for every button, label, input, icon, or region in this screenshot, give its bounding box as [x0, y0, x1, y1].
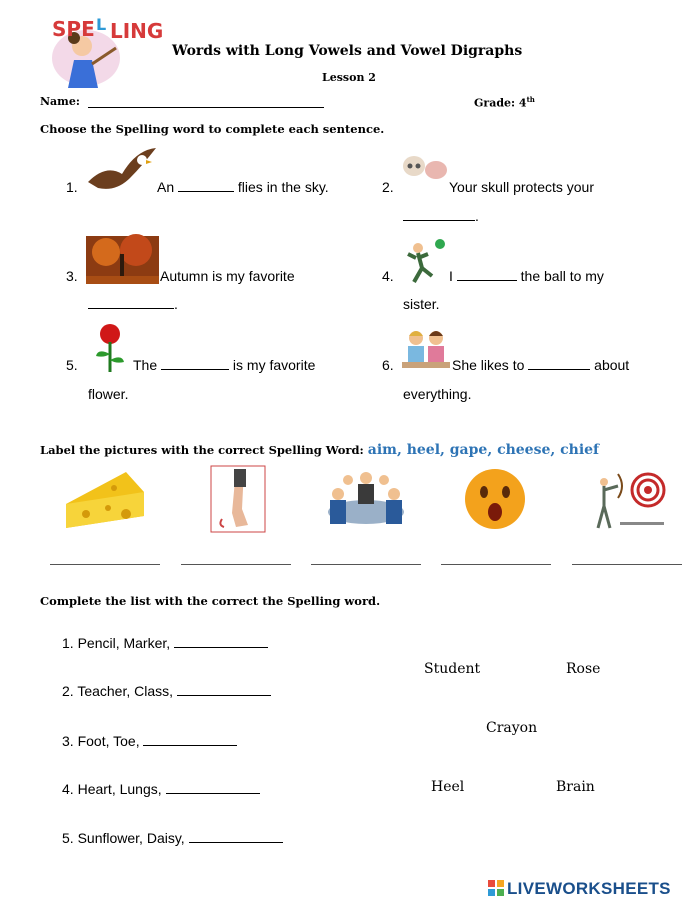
heel-icon [210, 465, 266, 533]
list-item: 5. Sunflower, Daisy, [62, 830, 283, 846]
word-option[interactable]: Crayon [486, 720, 538, 736]
archery-target-icon [590, 466, 666, 532]
answer-blank[interactable] [189, 830, 283, 843]
sentence-text: The [133, 357, 158, 373]
answer-blank[interactable] [166, 781, 260, 794]
name-label: Name: [40, 95, 80, 108]
answer-blank[interactable] [528, 357, 590, 370]
rose-icon [92, 322, 128, 372]
word-bank: aim, heel, gape, cheese, chief [367, 442, 600, 458]
autumn-tree-icon [86, 236, 159, 284]
word-option[interactable]: Heel [431, 779, 465, 795]
sentence-text: She likes to [452, 357, 525, 373]
item-number: 3. [66, 268, 78, 284]
sentence-text: flies in the sky. [237, 179, 329, 195]
list-item: 4. Heart, Lungs, [62, 781, 260, 797]
name-field[interactable] [88, 107, 324, 108]
answer-blank[interactable] [174, 635, 268, 648]
label-answer-line[interactable] [441, 564, 551, 565]
item-number: 5. [66, 357, 78, 373]
sentence-text: An [157, 179, 175, 195]
sentence-text: flower. [88, 386, 129, 402]
spelling-logo [44, 8, 164, 88]
list-item: 3. Foot, Toe, [62, 733, 237, 749]
answer-blank[interactable] [143, 733, 237, 746]
answer-blank[interactable] [177, 683, 271, 696]
eagle-icon [86, 146, 158, 196]
sentence-text: everything. [403, 386, 472, 402]
cheese-icon [64, 466, 146, 532]
svg-text:SPE: SPE [52, 17, 95, 41]
word-option[interactable]: Student [424, 661, 481, 677]
svg-text:L: L [96, 15, 107, 34]
sentence-end: . [174, 296, 178, 312]
answer-blank[interactable] [403, 208, 475, 221]
sentence-text: sister. [403, 296, 440, 312]
sentence-text: Your skull protects your [449, 179, 594, 195]
lesson-label: Lesson 2 [322, 71, 376, 84]
grade-label: Grade: 4th [474, 95, 535, 110]
word-option[interactable]: Rose [566, 661, 601, 677]
label-answer-line[interactable] [50, 564, 160, 565]
sentence-text: is my favorite [232, 357, 316, 373]
worksheet-title: Words with Long Vowels and Vowel Digraphs [172, 43, 523, 59]
answer-blank[interactable] [161, 357, 229, 370]
answer-blank[interactable] [88, 296, 174, 309]
gape-face-icon [464, 468, 526, 530]
sentence-text: about [594, 357, 630, 373]
liveworksheets-brand[interactable]: LIVEWORKSHEETS [507, 879, 671, 898]
section1-instruction: Choose the Spelling word to complete each sentence. [40, 122, 385, 136]
svg-text:LING: LING [110, 19, 164, 43]
liveworksheets-logo-icon [488, 880, 504, 896]
list-item: 1. Pencil, Marker, [62, 635, 268, 651]
label-answer-line[interactable] [311, 564, 421, 565]
girls-talking-icon [402, 326, 450, 370]
item-number: 2. [382, 179, 394, 195]
item-number: 6. [382, 357, 394, 373]
kick-ball-icon [404, 236, 448, 284]
item-number: 1. [66, 179, 78, 195]
list-item: 2. Teacher, Class, [62, 683, 271, 699]
answer-blank[interactable] [457, 268, 517, 281]
sentence-text: I [449, 268, 453, 284]
item-number: 4. [382, 268, 394, 284]
skull-brain-icon [402, 152, 448, 184]
meeting-icon [318, 466, 414, 534]
answer-blank[interactable] [178, 179, 234, 192]
section3-instruction: Complete the list with the correct the Spelling word. [40, 594, 381, 608]
section2-instruction: Label the pictures with the correct Spelling Word: aim, heel, gape, cheese, chief [40, 442, 600, 458]
sentence-end: . [475, 208, 479, 224]
word-option[interactable]: Brain [556, 779, 595, 795]
sentence-text: the ball to my [520, 268, 604, 284]
label-answer-line[interactable] [572, 564, 682, 565]
sentence-text: Autumn is my favorite [160, 268, 295, 284]
label-answer-line[interactable] [181, 564, 291, 565]
